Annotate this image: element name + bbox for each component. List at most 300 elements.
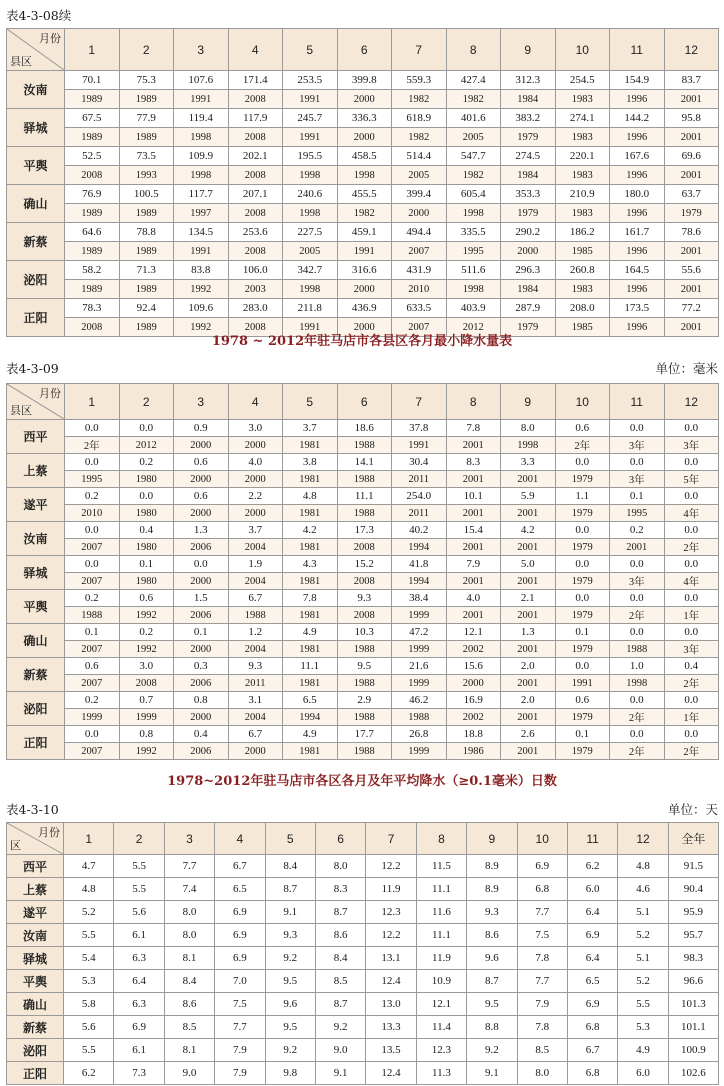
month-header: 11 <box>610 384 665 420</box>
year-cell: 1988 <box>337 675 392 692</box>
value-cell: 4.7 <box>64 855 114 878</box>
value-cell: 6.7 <box>228 726 283 743</box>
value-cell: 9.2 <box>265 1039 315 1062</box>
year-cell: 1991 <box>174 90 229 109</box>
county-cell: 新蔡 <box>7 1016 64 1039</box>
value-cell: 0.9 <box>174 420 229 437</box>
value-cell: 8.4 <box>315 947 365 970</box>
value-cell: 253.6 <box>228 223 283 242</box>
table-row <box>7 624 719 641</box>
year-cell: 1998 <box>283 204 338 223</box>
value-cell: 6.9 <box>114 1016 164 1039</box>
value-cell: 8.1 <box>164 1039 214 1062</box>
year-cell: 1983 <box>555 204 610 223</box>
year-cell: 2年 <box>664 675 719 692</box>
value-cell: 2.6 <box>501 726 556 743</box>
year-cell: 1998 <box>337 166 392 185</box>
value-cell: 0.4 <box>664 658 719 675</box>
value-cell: 0.1 <box>174 624 229 641</box>
county-cell: 确山 <box>7 993 64 1016</box>
value-cell: 10.3 <box>337 624 392 641</box>
year-cell: 2006 <box>174 539 229 556</box>
year-cell: 2006 <box>174 607 229 624</box>
value-cell: 8.7 <box>265 878 315 901</box>
value-cell: 12.3 <box>366 901 416 924</box>
value-cell: 63.7 <box>664 185 719 204</box>
value-cell: 134.5 <box>174 223 229 242</box>
value-cell: 0.0 <box>664 726 719 743</box>
value-cell: 186.2 <box>555 223 610 242</box>
value-cell: 3.1 <box>228 692 283 709</box>
year-cell: 1982 <box>392 128 447 147</box>
value-cell: 0.8 <box>174 692 229 709</box>
value-cell: 69.6 <box>664 147 719 166</box>
year-cell: 2001 <box>664 128 719 147</box>
value-cell: 7.8 <box>517 947 567 970</box>
year-cell: 1996 <box>610 166 665 185</box>
value-cell: 52.5 <box>65 147 120 166</box>
value-cell: 8.0 <box>501 420 556 437</box>
year-cell: 1979 <box>555 471 610 488</box>
value-cell: 6.8 <box>517 878 567 901</box>
county-cell: 正阳 <box>7 726 65 760</box>
county-cell: 遂平 <box>7 488 65 522</box>
value-cell: 547.7 <box>446 147 501 166</box>
table-row <box>7 471 719 488</box>
value-cell: 245.7 <box>283 109 338 128</box>
table-label: 表4-3-09 <box>6 361 59 376</box>
month-header: 12 <box>664 29 719 71</box>
unit-label: 单位：毫米 <box>655 361 718 376</box>
value-cell: 9.3 <box>265 924 315 947</box>
year-cell: 2008 <box>228 90 283 109</box>
year-cell: 2年 <box>555 437 610 454</box>
year-cell: 1981 <box>283 641 338 658</box>
value-cell: 90.4 <box>668 878 718 901</box>
value-cell: 9.6 <box>265 993 315 1016</box>
corner-county: 区 <box>10 840 21 852</box>
value-cell: 4.2 <box>501 522 556 539</box>
year-cell: 3年 <box>664 437 719 454</box>
value-cell: 91.5 <box>668 855 718 878</box>
value-cell: 5.5 <box>618 993 668 1016</box>
year-cell: 2年 <box>610 709 665 726</box>
value-cell: 6.9 <box>215 901 265 924</box>
table-row <box>7 855 719 878</box>
value-cell: 6.8 <box>567 1016 617 1039</box>
value-cell: 5.2 <box>618 970 668 993</box>
value-cell: 9.2 <box>467 1039 517 1062</box>
county-cell: 平舆 <box>7 590 65 624</box>
value-cell: 8.0 <box>315 855 365 878</box>
table-row <box>7 522 719 539</box>
value-cell: 1.1 <box>555 488 610 505</box>
value-cell: 173.5 <box>610 299 665 318</box>
value-cell: 0.6 <box>174 454 229 471</box>
value-cell: 15.2 <box>337 556 392 573</box>
year-cell: 2年 <box>65 437 120 454</box>
value-cell: 12.2 <box>366 924 416 947</box>
year-cell: 2008 <box>65 166 120 185</box>
value-cell: 11.9 <box>416 947 466 970</box>
value-cell: 6.3 <box>114 947 164 970</box>
month-header: 8 <box>446 29 501 71</box>
table-row <box>7 147 719 166</box>
value-cell: 2.2 <box>228 488 283 505</box>
value-cell: 11.5 <box>416 855 466 878</box>
value-cell: 95.7 <box>668 924 718 947</box>
year-cell: 2000 <box>337 90 392 109</box>
value-cell: 109.9 <box>174 147 229 166</box>
value-cell: 7.3 <box>114 1062 164 1085</box>
year-cell: 1981 <box>283 437 338 454</box>
table-row <box>7 166 719 185</box>
value-cell: 8.9 <box>467 855 517 878</box>
year-cell: 1998 <box>174 128 229 147</box>
max-precip-table-continued <box>6 28 719 337</box>
county-cell: 正阳 <box>7 1062 64 1085</box>
year-cell: 2006 <box>174 675 229 692</box>
value-cell: 7.9 <box>446 556 501 573</box>
value-cell: 253.5 <box>283 71 338 90</box>
year-cell: 2001 <box>501 573 556 590</box>
value-cell: 8.5 <box>164 1016 214 1039</box>
year-cell: 1979 <box>664 204 719 223</box>
value-cell: 4.8 <box>283 488 338 505</box>
table-row <box>7 242 719 261</box>
year-cell: 2002 <box>446 709 501 726</box>
value-cell: 336.3 <box>337 109 392 128</box>
value-cell: 6.0 <box>567 878 617 901</box>
value-cell: 7.9 <box>517 993 567 1016</box>
value-cell: 12.2 <box>366 855 416 878</box>
year-cell: 1980 <box>119 471 174 488</box>
year-cell: 1984 <box>501 166 556 185</box>
table-row <box>7 658 719 675</box>
value-cell: 9.1 <box>315 1062 365 1085</box>
year-cell: 2007 <box>392 318 447 337</box>
value-cell: 0.4 <box>174 726 229 743</box>
year-cell: 1982 <box>392 90 447 109</box>
value-cell: 0.0 <box>65 522 120 539</box>
year-cell: 3年 <box>664 641 719 658</box>
value-cell: 7.5 <box>517 924 567 947</box>
value-cell: 95.8 <box>664 109 719 128</box>
month-header: 8 <box>416 823 466 855</box>
year-cell: 1979 <box>555 709 610 726</box>
month-header: 12 <box>618 823 668 855</box>
year-cell: 1996 <box>610 280 665 299</box>
year-cell: 1981 <box>283 505 338 522</box>
value-cell: 58.2 <box>65 261 120 280</box>
year-cell: 2000 <box>174 573 229 590</box>
table-row <box>7 878 719 901</box>
year-cell: 1979 <box>501 318 556 337</box>
year-cell: 2000 <box>392 204 447 223</box>
month-header: 8 <box>446 384 501 420</box>
table-row <box>7 420 719 437</box>
year-cell: 3年 <box>610 471 665 488</box>
year-cell: 1998 <box>446 204 501 223</box>
value-cell: 8.5 <box>315 970 365 993</box>
year-cell: 2001 <box>664 166 719 185</box>
year-cell: 2008 <box>337 539 392 556</box>
table-row <box>7 505 719 522</box>
value-cell: 290.2 <box>501 223 556 242</box>
year-cell: 1991 <box>283 128 338 147</box>
year-cell: 1989 <box>65 204 120 223</box>
month-header: 1 <box>65 29 120 71</box>
value-cell: 101.1 <box>668 1016 718 1039</box>
year-cell: 1989 <box>119 318 174 337</box>
value-cell: 11.1 <box>337 488 392 505</box>
year-cell: 1988 <box>228 607 283 624</box>
value-cell: 383.2 <box>501 109 556 128</box>
value-cell: 287.9 <box>501 299 556 318</box>
value-cell: 9.1 <box>467 1062 517 1085</box>
year-cell: 4年 <box>664 505 719 522</box>
county-cell: 正阳 <box>7 299 65 337</box>
year-cell: 1989 <box>65 90 120 109</box>
value-cell: 4.8 <box>64 878 114 901</box>
year-cell: 3年 <box>610 437 665 454</box>
value-cell: 92.4 <box>119 299 174 318</box>
corner-month: 月份 <box>38 827 60 839</box>
value-cell: 2.0 <box>501 658 556 675</box>
header-row <box>7 29 719 71</box>
value-cell: 511.6 <box>446 261 501 280</box>
value-cell: 6.7 <box>228 590 283 607</box>
year-cell: 1984 <box>501 280 556 299</box>
year-cell: 1996 <box>610 90 665 109</box>
value-cell: 6.5 <box>283 692 338 709</box>
year-cell: 2012 <box>119 437 174 454</box>
value-cell: 3.8 <box>283 454 338 471</box>
value-cell: 9.3 <box>337 590 392 607</box>
value-cell: 0.1 <box>610 488 665 505</box>
value-cell: 40.2 <box>392 522 447 539</box>
year-cell: 2008 <box>228 128 283 147</box>
county-cell: 驿城 <box>7 556 65 590</box>
year-cell: 1999 <box>392 675 447 692</box>
value-cell: 8.6 <box>467 924 517 947</box>
table-row <box>7 261 719 280</box>
table-row <box>7 488 719 505</box>
section3-title: 1978~2012年驻马店市各区各月及年平均降水（≥0.1毫米）日数 <box>167 774 557 789</box>
value-cell: 15.6 <box>446 658 501 675</box>
year-cell: 1991 <box>555 675 610 692</box>
year-cell: 1996 <box>610 204 665 223</box>
year-cell: 1989 <box>65 280 120 299</box>
value-cell: 0.0 <box>664 488 719 505</box>
value-cell: 0.0 <box>174 556 229 573</box>
year-cell: 4年 <box>664 573 719 590</box>
value-cell: 78.6 <box>664 223 719 242</box>
value-cell: 7.5 <box>215 993 265 1016</box>
month-header: 3 <box>174 29 229 71</box>
year-cell: 1991 <box>392 437 447 454</box>
value-cell: 436.9 <box>337 299 392 318</box>
value-cell: 427.4 <box>446 71 501 90</box>
value-cell: 6.5 <box>215 878 265 901</box>
value-cell: 0.4 <box>119 522 174 539</box>
year-cell: 1979 <box>555 539 610 556</box>
year-cell: 1982 <box>446 90 501 109</box>
year-cell: 2008 <box>337 607 392 624</box>
table-row <box>7 924 719 947</box>
value-cell: 5.5 <box>64 924 114 947</box>
value-cell: 455.5 <box>337 185 392 204</box>
value-cell: 171.4 <box>228 71 283 90</box>
value-cell: 6.4 <box>114 970 164 993</box>
value-cell: 154.9 <box>610 71 665 90</box>
value-cell: 207.1 <box>228 185 283 204</box>
value-cell: 21.6 <box>392 658 447 675</box>
year-cell: 2年 <box>664 539 719 556</box>
table-row <box>7 556 719 573</box>
value-cell: 5.2 <box>64 901 114 924</box>
value-cell: 0.2 <box>65 692 120 709</box>
year-cell: 2001 <box>446 471 501 488</box>
value-cell: 164.5 <box>610 261 665 280</box>
value-cell: 8.3 <box>446 454 501 471</box>
year-cell: 2001 <box>501 675 556 692</box>
month-header: 5 <box>283 29 338 71</box>
value-cell: 3.0 <box>119 658 174 675</box>
year-cell: 2年 <box>610 743 665 760</box>
year-cell: 1991 <box>283 318 338 337</box>
value-cell: 227.5 <box>283 223 338 242</box>
year-cell: 1979 <box>501 128 556 147</box>
table-row <box>7 692 719 709</box>
year-cell: 1992 <box>119 607 174 624</box>
value-cell: 18.8 <box>446 726 501 743</box>
value-cell: 7.8 <box>283 590 338 607</box>
value-cell: 195.5 <box>283 147 338 166</box>
value-cell: 6.7 <box>215 855 265 878</box>
county-cell: 西平 <box>7 420 65 454</box>
month-header: 2 <box>119 29 174 71</box>
year-cell: 2001 <box>446 505 501 522</box>
value-cell: 220.1 <box>555 147 610 166</box>
value-cell: 6.5 <box>567 970 617 993</box>
table-row <box>7 675 719 692</box>
value-cell: 633.5 <box>392 299 447 318</box>
year-cell: 1995 <box>610 505 665 522</box>
value-cell: 274.1 <box>555 109 610 128</box>
value-cell: 11.1 <box>416 924 466 947</box>
value-cell: 11.3 <box>416 1062 466 1085</box>
value-cell: 0.6 <box>174 488 229 505</box>
value-cell: 6.9 <box>215 947 265 970</box>
month-header: 9 <box>501 384 556 420</box>
value-cell: 14.1 <box>337 454 392 471</box>
year-cell: 1991 <box>337 242 392 261</box>
month-header: 12 <box>664 384 719 420</box>
year-cell: 2000 <box>228 505 283 522</box>
year-cell: 1993 <box>119 166 174 185</box>
month-header: 10 <box>517 823 567 855</box>
table-row <box>7 299 719 318</box>
year-cell: 2000 <box>174 471 229 488</box>
value-cell: 0.2 <box>119 624 174 641</box>
year-cell: 2008 <box>337 573 392 590</box>
table-row <box>7 185 719 204</box>
year-cell: 1979 <box>555 743 610 760</box>
county-cell: 上蔡 <box>7 454 65 488</box>
year-cell: 2年 <box>610 607 665 624</box>
value-cell: 260.8 <box>555 261 610 280</box>
value-cell: 210.9 <box>555 185 610 204</box>
value-cell: 1.3 <box>174 522 229 539</box>
month-header: 7 <box>392 29 447 71</box>
table-row <box>7 280 719 299</box>
year-cell: 5年 <box>664 471 719 488</box>
value-cell: 0.2 <box>610 522 665 539</box>
value-cell: 11.6 <box>416 901 466 924</box>
year-cell: 2000 <box>228 437 283 454</box>
value-cell: 5.8 <box>64 993 114 1016</box>
value-cell: 8.3 <box>315 878 365 901</box>
year-cell: 2001 <box>664 280 719 299</box>
value-cell: 0.1 <box>555 624 610 641</box>
year-cell: 1983 <box>555 166 610 185</box>
value-cell: 6.9 <box>517 855 567 878</box>
county-cell: 平舆 <box>7 147 65 185</box>
value-cell: 4.9 <box>283 624 338 641</box>
year-cell: 1989 <box>119 128 174 147</box>
year-cell: 1991 <box>283 90 338 109</box>
value-cell: 6.7 <box>567 1039 617 1062</box>
value-cell: 8.8 <box>467 1016 517 1039</box>
month-header: 1 <box>65 384 120 420</box>
county-cell: 驿城 <box>7 947 64 970</box>
value-cell: 55.6 <box>664 261 719 280</box>
value-cell: 9.2 <box>265 947 315 970</box>
value-cell: 618.9 <box>392 109 447 128</box>
value-cell: 11.9 <box>366 878 416 901</box>
year-cell: 2007 <box>65 675 120 692</box>
value-cell: 2.1 <box>501 590 556 607</box>
value-cell: 0.0 <box>664 624 719 641</box>
value-cell: 38.4 <box>392 590 447 607</box>
year-cell: 2004 <box>228 709 283 726</box>
value-cell: 8.0 <box>164 924 214 947</box>
value-cell: 10.9 <box>416 970 466 993</box>
table-row <box>7 71 719 90</box>
year-cell: 1999 <box>392 607 447 624</box>
value-cell: 458.5 <box>337 147 392 166</box>
county-cell: 泌阳 <box>7 1039 64 1062</box>
year-cell: 2008 <box>65 318 120 337</box>
year-cell: 1999 <box>119 709 174 726</box>
year-cell: 1998 <box>610 675 665 692</box>
year-cell: 1979 <box>555 573 610 590</box>
value-cell: 8.0 <box>517 1062 567 1085</box>
year-cell: 1988 <box>610 641 665 658</box>
value-cell: 316.6 <box>337 261 392 280</box>
year-cell: 1988 <box>337 743 392 760</box>
value-cell: 117.9 <box>228 109 283 128</box>
value-cell: 6.9 <box>215 924 265 947</box>
value-cell: 6.4 <box>567 901 617 924</box>
value-cell: 7.7 <box>215 1016 265 1039</box>
value-cell: 8.7 <box>315 901 365 924</box>
year-cell: 2001 <box>501 743 556 760</box>
value-cell: 8.0 <box>164 901 214 924</box>
value-cell: 1.9 <box>228 556 283 573</box>
year-cell: 2011 <box>392 505 447 522</box>
